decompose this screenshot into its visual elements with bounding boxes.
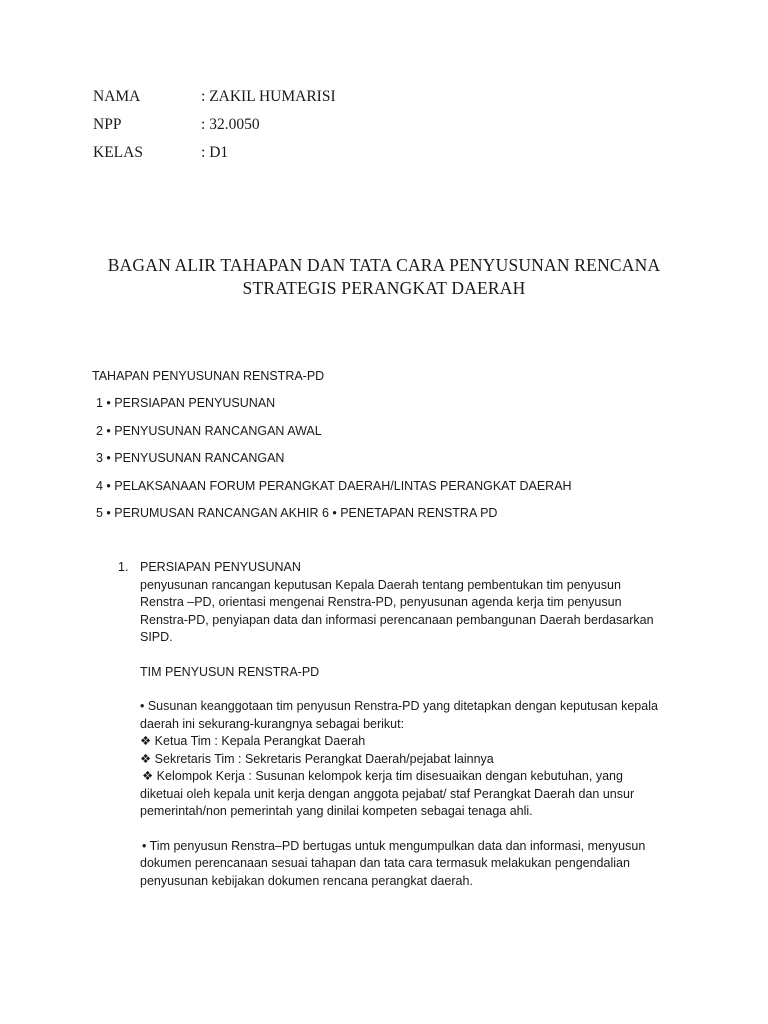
member-item: ❖ Ketua Tim : Kepala Perangkat Daerah [140, 734, 366, 748]
duty-line: dokumen perencanaan sesuai tahapan dan tata cara termasuk melakukan pengendalian [140, 856, 630, 870]
step-item: 5 • PERUMUSAN RANCANGAN AKHIR 6 • PENETAPAN RENSTRA PD [96, 506, 498, 520]
intro-line: Renstra –PD, orientasi mengenai Renstra-PD, penyusunan agenda kerja tim penyusun [140, 595, 622, 609]
intro-line: Renstra-PD, penyiapan data dan informasi perencanaan pembangunan Daerah berdasarkan [140, 612, 654, 627]
team-heading: TIM PENYUSUN RENSTRA-PD [140, 664, 320, 679]
step-item: 2 • PENYUSUNAN RANCANGAN AWAL [96, 424, 322, 438]
name-label: NAMA [93, 88, 141, 105]
kelas-value: : D1 [201, 144, 228, 161]
title-line-2: STRATEGIS PERANGKAT DAERAH [242, 278, 526, 298]
step-item: 3 • PENYUSUNAN RANCANGAN [96, 451, 285, 465]
duty-line: • Tim penyusun Renstra–PD bertugas untuk mengumpulkan data dan informasi, menyusun [142, 838, 646, 853]
name-row [93, 87, 336, 107]
npp-row [93, 115, 260, 135]
npp-label: NPP [93, 116, 122, 133]
member-continuation: diketuai oleh kepala unit kerja dengan anggota pejabat/ staf Perangkat Daerah dan unsur [140, 786, 635, 801]
title-line-1: BAGAN ALIR TAHAPAN DAN TATA CARA PENYUSUNAN RENCANA [107, 255, 661, 275]
section-content [140, 559, 680, 890]
composition-line: daerah ini sekurang-kurangnya sebagai berikut: [140, 716, 405, 731]
member-continuation: pemerintah/non pemerintah yang dinilai kompeten sebagai tenaga ahli. [140, 804, 533, 818]
step-item: 4 • PELAKSANAAN FORUM PERANGKAT DAERAH/LINTAS PERANGKAT DAERAH [96, 479, 572, 493]
member-item: ❖ Kelompok Kerja : Susunan kelompok kerja tim disesuaikan dengan kebutuhan, yang [142, 769, 623, 783]
duty-line: penyusunan kebijakan dokumen rencana perangkat daerah. [140, 873, 473, 888]
member-item: ❖ Sekretaris Tim : Sekretaris Perangkat Daerah/pejabat lainnya [140, 751, 494, 766]
kelas-row [93, 143, 228, 163]
name-value: : ZAKIL HUMARISI [201, 88, 336, 105]
kelas-label: KELAS [93, 144, 143, 161]
intro-line: penyusunan rancangan keputusan Kepala Daerah tentang pembentukan tim penyusun [140, 577, 621, 592]
document-title [60, 254, 708, 300]
section-title: PERSIAPAN PENYUSUNAN [140, 560, 301, 574]
npp-value: : 32.0050 [201, 116, 260, 133]
intro-line: SIPD. [140, 630, 173, 644]
steps-heading: TAHAPAN PENYUSUNAN RENSTRA-PD [92, 369, 325, 383]
step-item: 1 • PERSIAPAN PENYUSUNAN [96, 396, 276, 410]
section-number: 1. [118, 560, 129, 574]
composition-line: • Susunan keanggotaan tim penyusun Renstra-PD yang ditetapkan dengan keputusan kepala [140, 699, 658, 713]
